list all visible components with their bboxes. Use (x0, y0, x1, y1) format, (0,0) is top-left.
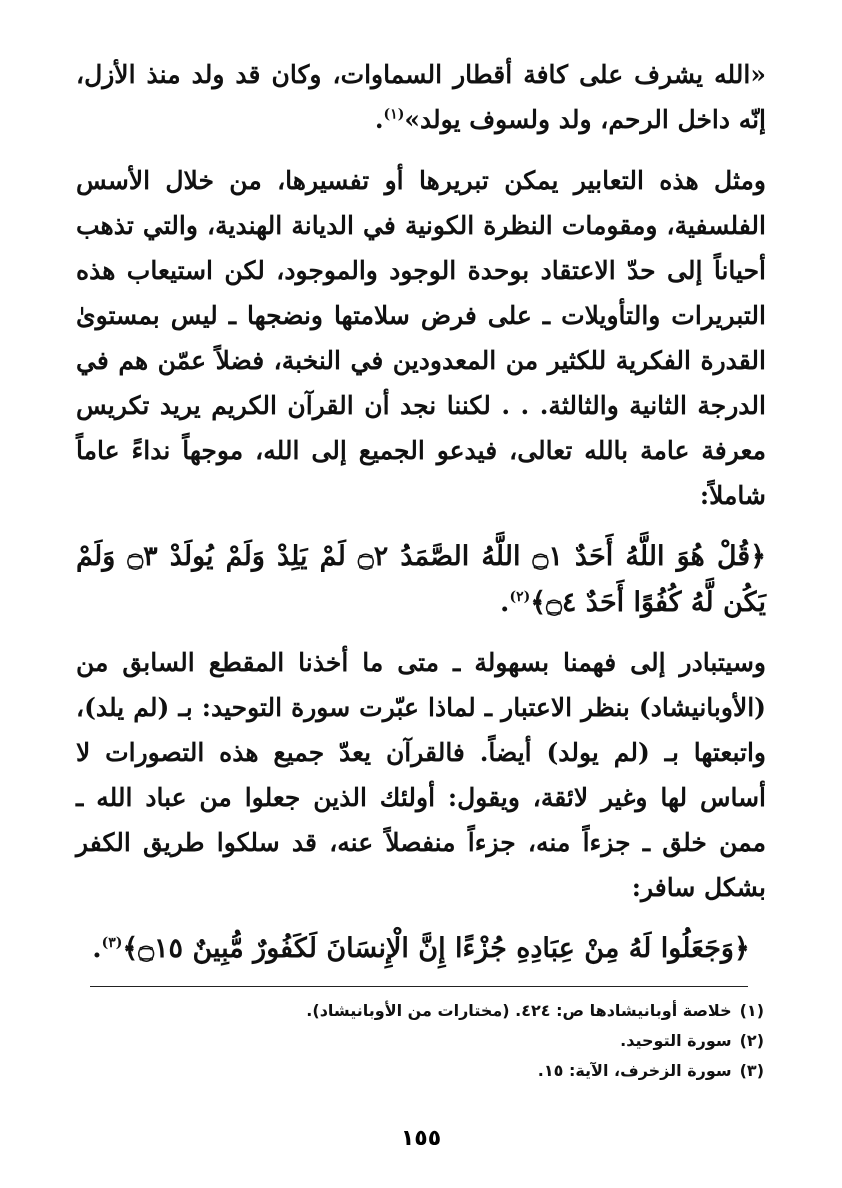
quran-verse-2-text: ﴿وَجَعَلُوا لَهُ مِنْ عِبَادِهِ جُزْءًا إِنَّ الْإِنسَانَ لَكَفُورٌ مُّبِينٌ ۝١٥﴾ (122, 933, 750, 964)
footnote-3 (84, 1056, 764, 1086)
footnote-ref-1[interactable]: (١) (383, 106, 405, 123)
paragraph-1: «الله يشرف على كافة أقطار السماوات، وكان قد ولد منذ الأزل، إنّه داخل الرحم، ولد ولسوف يولد»$^{(١)}$. (76, 60, 766, 134)
footnote-text: سورة التوحيد. (620, 1031, 732, 1050)
paragraph-2 (76, 158, 766, 518)
paragraph-3-text: وسيتبادر إلى فهمنا بسهولة ـ متى ما أخذنا المقطع السابق من (الأوبانيشاد) بنظر الاعتبار ـ لماذا عبّرت سورة التوحيد: بـ (لم يلد)، واتبعتها بـ (لم يولد) أيضاً. فالقرآن يعدّ جميع هذه التصورات لا أساس لها وغير لائقة، ويقول: أولئك الذين جعلوا من عباد الله ـ ممن خلق ـ جزءاً منه، جزءاً منفصلاً عنه، قد سلكوا طريق الكفر بشكل سافر: (76, 648, 766, 902)
page-number: ١٥٥ (400, 1126, 442, 1151)
paragraph-3 (76, 640, 766, 910)
quran-verse-1-text: ﴿قُلْ هُوَ اللَّهُ أَحَدٌ ۝١ اللَّهُ الصَّمَدُ ۝٢ لَمْ يَلِدْ وَلَمْ يُولَدْ ۝٣ وَلَمْ يَكُن لَّهُ كُفُوًا أَحَدٌ ۝٤﴾ (76, 541, 767, 618)
footnote-divider (90, 986, 748, 987)
footnote-number: (٣) (739, 1061, 764, 1080)
quran-verse-1: ﴿قُلْ هُوَ اللَّهُ أَحَدٌ ۝١ اللَّهُ الصَّمَدُ ۝٢ لَمْ يَلِدْ وَلَمْ يُولَدْ ۝٣ وَلَمْ يَكُن لَّهُ كُفُوًا أَحَدٌ ۝٤﴾$^{(٢)}$. (76, 541, 767, 618)
footnote-ref-3[interactable]: (٣) (101, 935, 123, 951)
footnote-2 (84, 1026, 764, 1056)
quran-verse-2: ﴿وَجَعَلُوا لَهُ مِنْ عِبَادِهِ جُزْءًا إِنَّ الْإِنسَانَ لَكَفُورٌ مُّبِينٌ ۝١٥﴾$^{(٣)}$. (92, 933, 750, 964)
footnote-1 (84, 996, 764, 1026)
footnote-text: خلاصة أوبانيشادها ص: ٤٢٤. (مختارات من الأوبانيشاد). (306, 1001, 732, 1020)
footnote-number: (١) (739, 1001, 764, 1020)
paragraph-2-text: ومثل هذه التعابير يمكن تبريرها أو تفسيرها، من خلال الأسس الفلسفية، ومقومات النظرة الكونية في الديانة الهندية، والتي تذهب أحياناً إلى حدّ الاعتقاد بوحدة الوجود والموجود، لكن استيعاب هذه التبريرات والتأويلات ـ على فرض سلامتها ونضجها ـ ليس بمستوىٰ القدرة الفكرية للكثير من المعدودين في النخبة، فضلاً عمّن هم في الدرجة الثانية والثالثة. . . لكننا نجد أن القرآن الكريم يريد تكريس معرفة عامة بالله تعالى، فيدعو الجميع إلى الله، موجهاً نداءً عاماً شاملاً: (76, 166, 766, 510)
footnote-ref-2[interactable]: (٢) (509, 589, 531, 605)
paragraph-1-text: «الله يشرف على كافة أقطار السماوات، وكان قد ولد منذ الأزل، إنّه داخل الرحم، ولد ولسوف يولد» (76, 60, 766, 134)
footnote-number: (٢) (739, 1031, 764, 1050)
footnotes (84, 996, 764, 1086)
page-body (76, 52, 766, 986)
footnote-text: سورة الزخرف، الآية: ١٥. (537, 1061, 732, 1080)
